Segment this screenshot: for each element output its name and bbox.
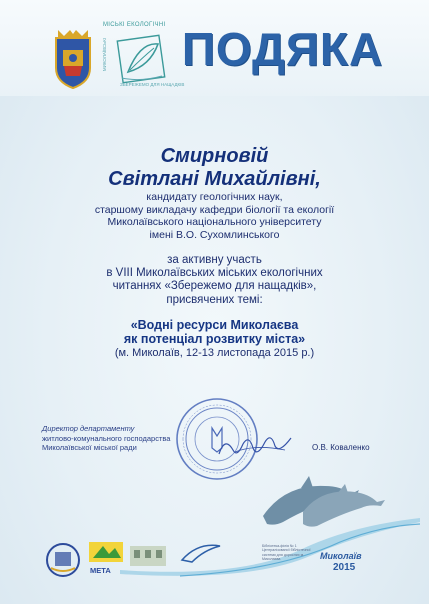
signature-icon [215,432,295,462]
director-line: Директор департаменту [42,424,135,433]
recipient-given-names: Світлані Михайлівні, [108,168,321,190]
participation-text [40,254,389,307]
topic-title [40,318,389,346]
event-dateline: (м. Миколаїв, 12-13 листопада 2015 р.) [114,347,315,359]
description-line: кандидату геологічних наук, [146,191,283,203]
meta-logo-label: МЕТА [90,566,111,575]
dolphins-icon [255,466,390,536]
eco-logo-subtitle: ЗБЕРЕЖЕМО ДЛЯ НАЩАДКІВ [120,82,185,87]
partner-logo-round-icon [45,540,81,580]
footer-year: 2015 [333,562,356,573]
eco-logo-side-text: МИКОЛАЇВСЬКІ [102,38,107,72]
description-line: Миколаївського національного університету [107,216,322,228]
participation-line: читаннях «Збережемо для нащадків», [112,280,317,293]
description-line: старшому викладачу кафедри біології та екології [94,203,335,216]
participation-line: присвячених темі: [166,293,263,306]
participation-line: за активну участь [167,254,262,266]
recipient-description [40,191,389,241]
signer-name: О.В. Коваленко [312,443,370,452]
director-line: житлово-комунального господарства [42,433,171,443]
description-line: імені В.О. Сухомлинського [149,228,280,241]
partner-logo-wing-icon [178,540,223,566]
director-title [42,424,170,453]
topic-line: як потенціал розвитку міста» [123,332,306,346]
certificate-heading: ПОДЯКА [181,23,384,75]
library-partner-text: Бібліотека-філія № 1 Централізованої бібліотечної системи для дорослих м. Миколаєва [262,544,311,562]
footer-city: Миколаїв [320,551,362,561]
director-line: Миколаївської міської ради [42,443,137,452]
eco-logo-title: МІСЬКІ ЕКОЛОГІЧНІ [103,22,166,28]
recipient-surname: Смирновій [160,145,269,167]
topic-line: «Водні ресурси Миколаєва [130,318,299,332]
coat-of-arms-icon [50,28,96,90]
building-logo-icon [128,540,168,568]
eco-readings-logo-icon [100,22,176,100]
participation-line: в VIII Миколаївських міських екологічних [106,267,323,280]
